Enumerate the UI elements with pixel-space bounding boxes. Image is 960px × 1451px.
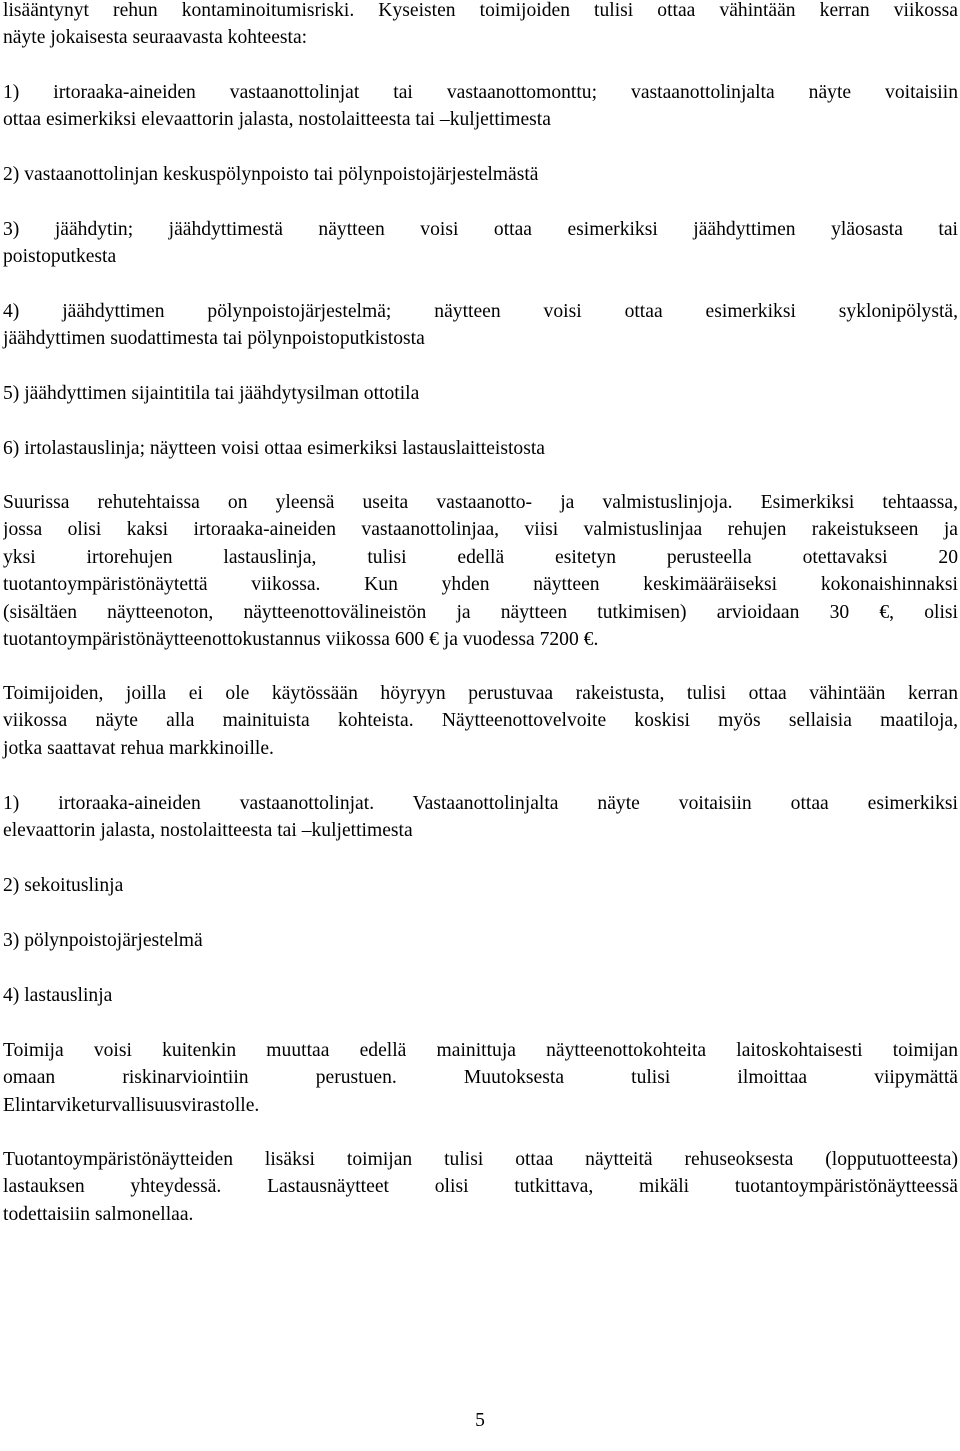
text-line: 2) sekoituslinja bbox=[3, 875, 124, 896]
text-line: (sisältäen näytteenoton, näytteenottovälineistön ja näytteen tutkimisen) arvioidaan 30 €, olisi bbox=[3, 601, 958, 623]
text-line: todettaisiin salmonellaa. bbox=[3, 1203, 194, 1225]
paragraph bbox=[3, 680, 958, 762]
text-line: 3) jäähdytin; jäähdyttimestä näytteen voisi ottaa esimerkiksi jäähdyttimen yläosasta tai bbox=[3, 219, 958, 240]
text-line: näyte jokaisesta seuraavasta kohteesta: bbox=[3, 27, 308, 49]
paragraph bbox=[3, 1146, 958, 1228]
intro-paragraph bbox=[3, 0, 958, 52]
text-line: 4) lastauslinja bbox=[3, 985, 113, 1006]
text-line: yksi irtorehujen lastauslinja, tulisi edellä esitetyn perusteella otettavaksi 20 bbox=[3, 546, 958, 568]
text-line: 4) jäähdyttimen pölynpoistojärjestelmä; näytteen voisi ottaa esimerkiksi syklonipölystä, bbox=[3, 301, 958, 322]
list-item bbox=[3, 927, 958, 954]
text-line: tuotantoympäristönäytettä viikossa. Kun yhden näytteen keskimääräiseksi kokonaishinnaksi bbox=[3, 574, 958, 596]
text-line: Elintarviketurvallisuusvirastolle. bbox=[3, 1094, 260, 1116]
text-line: 1) irtoraaka-aineiden vastaanottolinjat tai vastaanottomonttu; vastaanottolinjalta näyte voitaisiin bbox=[3, 82, 958, 103]
text-line: 6) irtolastauslinja; näytteen voisi ottaa esimerkiksi lastauslaitteistosta bbox=[3, 438, 545, 459]
text-line: elevaattorin jalasta, nostolaitteesta tai –kuljettimesta bbox=[3, 820, 413, 842]
text-line: Suurissa rehutehtaissa on yleensä useita vastaanotto- ja valmistuslinjoja. Esimerkiksi tehtaassa, bbox=[3, 492, 958, 513]
paragraph bbox=[3, 489, 958, 653]
text-line: Toimija voisi kuitenkin muuttaa edellä mainittuja näytteenottokohteita laitoskohtaisesti toimijan bbox=[3, 1040, 958, 1061]
text-line: Tuotantoympäristönäytteiden lisäksi toimijan tulisi ottaa näytteitä rehuseoksesta (lopputuotteesta) bbox=[3, 1149, 958, 1170]
text-line: 5) jäähdyttimen sijaintitila tai jäähdytysilman ottotila bbox=[3, 383, 420, 404]
text-line: lisääntynyt rehun kontaminoitumisriski. Kyseisten toimijoiden tulisi ottaa vähintään kerran viikossa bbox=[3, 0, 958, 21]
list-item bbox=[3, 435, 958, 462]
list-item bbox=[3, 872, 958, 899]
list-item bbox=[3, 216, 958, 271]
text-line: viikossa näyte alla mainituista kohteista. Näytteenottovelvoite koskisi myös sellaisia maatiloja, bbox=[3, 710, 958, 732]
text-line: 2) vastaanottolinjan keskuspölynpoisto tai pölynpoistojärjestelmästä bbox=[3, 164, 539, 185]
text-line: jäähdyttimen suodattimesta tai pölynpoistoputkistosta bbox=[3, 328, 425, 350]
paragraph bbox=[3, 1037, 958, 1119]
text-line: lastauksen yhteydessä. Lastausnäytteet olisi tutkittava, mikäli tuotantoympäristönäytteessä bbox=[3, 1176, 958, 1198]
text-line: 1) irtoraaka-aineiden vastaanottolinjat. Vastaanottolinjalta näyte voitaisiin ottaa esimerkiksi bbox=[3, 793, 958, 814]
text-line: Toimijoiden, joilla ei ole käytössään höyryyn perustuvaa rakeistusta, tulisi ottaa vähintään kerran bbox=[3, 683, 958, 704]
text-line: jossa olisi kaksi irtoraaka-aineiden vastaanottolinjaa, viisi valmistuslinjaa rehujen rakeistukseen ja bbox=[3, 519, 958, 541]
list-item bbox=[3, 161, 958, 188]
list-item bbox=[3, 79, 958, 134]
list-item bbox=[3, 790, 958, 845]
page-number: 5 bbox=[475, 1410, 485, 1431]
text-line: tuotantoympäristönäytteenottokustannus viikossa 600 € ja vuodessa 7200 €. bbox=[3, 628, 599, 650]
list-item bbox=[3, 298, 958, 353]
text-line: 3) pölynpoistojärjestelmä bbox=[3, 930, 203, 951]
list-item bbox=[3, 982, 958, 1009]
text-line: ottaa esimerkiksi elevaattorin jalasta, nostolaitteesta tai –kuljettimesta bbox=[3, 109, 551, 131]
text-line: poistoputkesta bbox=[3, 246, 117, 268]
list-item bbox=[3, 380, 958, 407]
text-line: omaan riskinarviointiin perustuen. Muutoksesta tulisi ilmoittaa viipymättä bbox=[3, 1067, 958, 1089]
text-line: jotka saattavat rehua markkinoille. bbox=[3, 737, 274, 759]
